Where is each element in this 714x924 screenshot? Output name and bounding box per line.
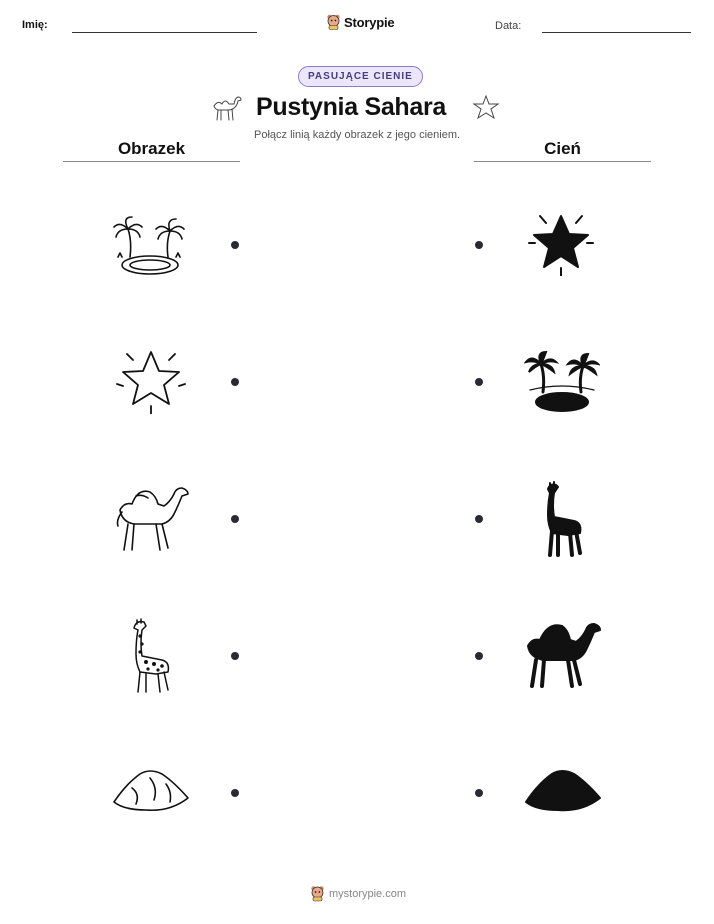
sand-dune-icon — [110, 764, 192, 816]
brand-name: Storypie — [344, 14, 395, 30]
column-header-shadow: Cień — [544, 139, 581, 158]
name-field[interactable] — [72, 32, 257, 33]
date-field[interactable] — [542, 32, 691, 33]
connect-dot-left-1[interactable] — [231, 241, 239, 249]
camel-silhouette-icon — [524, 620, 604, 690]
column-rule-right — [474, 161, 651, 162]
worksheet-type-badge: PASUJĄCE CIENIE — [298, 66, 423, 87]
giraffe-icon — [128, 618, 174, 694]
oasis-icon — [110, 213, 190, 277]
footer — [310, 885, 406, 902]
connect-dot-right-5[interactable] — [475, 789, 483, 797]
date-label: Data: — [495, 20, 522, 32]
brand-logo — [326, 14, 394, 30]
connect-dot-right-3[interactable] — [475, 515, 483, 523]
column-rule-left — [63, 161, 240, 162]
connect-dot-left-5[interactable] — [231, 789, 239, 797]
star-doodle-icon — [472, 94, 500, 120]
page-title: Pustynia Sahara — [256, 93, 447, 121]
storypie-mascot-icon — [326, 14, 341, 30]
connect-dot-left-4[interactable] — [231, 652, 239, 660]
star-icon — [115, 348, 187, 414]
star-silhouette-icon — [526, 210, 596, 276]
column-header-picture: Obrazek — [117, 139, 186, 158]
oasis-silhouette-icon — [524, 350, 600, 412]
camel-icon — [112, 484, 192, 554]
connect-dot-left-3[interactable] — [231, 515, 239, 523]
camel-doodle-icon — [210, 92, 244, 122]
sand-dune-silhouette-icon — [522, 766, 604, 816]
footer-url[interactable]: mystorypie.com — [329, 887, 407, 900]
name-label: Imię: — [22, 19, 48, 31]
connect-dot-left-2[interactable] — [231, 378, 239, 386]
storypie-mascot-icon — [310, 885, 325, 902]
connect-dot-right-2[interactable] — [475, 378, 483, 386]
connect-dot-right-4[interactable] — [475, 652, 483, 660]
giraffe-silhouette-icon — [540, 481, 584, 557]
instructions: Połącz linią każdy obrazek z jego cieniem. — [254, 129, 461, 141]
connect-dot-right-1[interactable] — [475, 241, 483, 249]
